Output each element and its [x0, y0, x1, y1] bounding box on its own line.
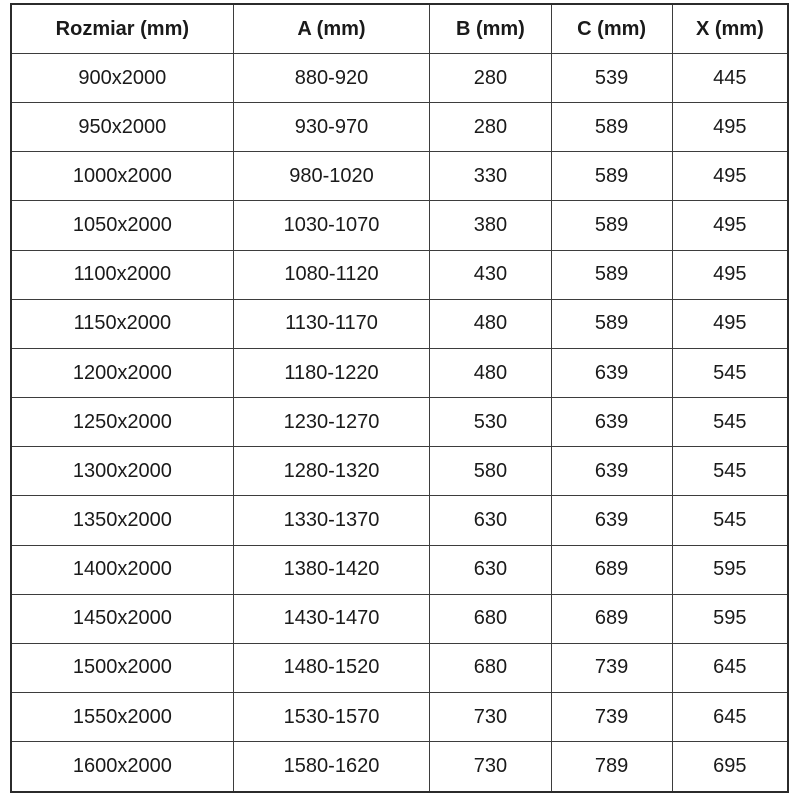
table-cell: 639: [551, 447, 672, 496]
size-table-container: [10, 3, 789, 793]
table-cell: 695: [672, 742, 788, 792]
table-cell: 1280-1320: [233, 447, 430, 496]
table-cell: 280: [430, 103, 551, 152]
table-cell: 1250x2000: [11, 398, 233, 447]
table-cell: 539: [551, 54, 672, 103]
column-header-a: A (mm): [233, 4, 430, 54]
table-cell: 645: [672, 643, 788, 692]
table-cell: 739: [551, 643, 672, 692]
table-row: [11, 54, 788, 103]
table-cell: 1500x2000: [11, 643, 233, 692]
table-cell: 1580-1620: [233, 742, 430, 792]
table-cell: 545: [672, 398, 788, 447]
table-row: [11, 398, 788, 447]
table-row: [11, 643, 788, 692]
table-cell: 880-920: [233, 54, 430, 103]
table-cell: 639: [551, 496, 672, 545]
table-cell: 1100x2000: [11, 250, 233, 299]
table-row: [11, 103, 788, 152]
table-cell: 589: [551, 250, 672, 299]
table-cell: 639: [551, 348, 672, 397]
table-cell: 495: [672, 201, 788, 250]
column-header-c: C (mm): [551, 4, 672, 54]
table-row: [11, 693, 788, 742]
table-cell: 589: [551, 299, 672, 348]
table-cell: 495: [672, 250, 788, 299]
table-cell: 280: [430, 54, 551, 103]
table-cell: 480: [430, 299, 551, 348]
table-cell: 1530-1570: [233, 693, 430, 742]
table-cell: 480: [430, 348, 551, 397]
table-cell: 495: [672, 299, 788, 348]
table-cell: 680: [430, 643, 551, 692]
table-cell: 495: [672, 103, 788, 152]
table-cell: 530: [430, 398, 551, 447]
table-cell: 630: [430, 496, 551, 545]
table-cell: 1030-1070: [233, 201, 430, 250]
table-cell: 495: [672, 152, 788, 201]
table-cell: 330: [430, 152, 551, 201]
table-cell: 580: [430, 447, 551, 496]
table-cell: 739: [551, 693, 672, 742]
table-cell: 1480-1520: [233, 643, 430, 692]
table-cell: 595: [672, 545, 788, 594]
table-cell: 1000x2000: [11, 152, 233, 201]
column-header-x: X (mm): [672, 4, 788, 54]
table-cell: 689: [551, 545, 672, 594]
table-cell: 900x2000: [11, 54, 233, 103]
table-cell: 645: [672, 693, 788, 742]
table-cell: 545: [672, 447, 788, 496]
table-cell: 1350x2000: [11, 496, 233, 545]
table-row: [11, 152, 788, 201]
table-cell: 589: [551, 103, 672, 152]
table-row: [11, 742, 788, 792]
table-cell: 1050x2000: [11, 201, 233, 250]
table-cell: 595: [672, 594, 788, 643]
table-row: [11, 348, 788, 397]
table-cell: 680: [430, 594, 551, 643]
table-cell: 930-970: [233, 103, 430, 152]
table-row: [11, 545, 788, 594]
table-cell: 789: [551, 742, 672, 792]
header-row: [11, 4, 788, 54]
column-header-b: B (mm): [430, 4, 551, 54]
table-cell: 1230-1270: [233, 398, 430, 447]
table-cell: 730: [430, 742, 551, 792]
table-body: [11, 54, 788, 793]
table-cell: 730: [430, 693, 551, 742]
table-cell: 1450x2000: [11, 594, 233, 643]
table-cell: 980-1020: [233, 152, 430, 201]
table-cell: 1300x2000: [11, 447, 233, 496]
table-cell: 1380-1420: [233, 545, 430, 594]
table-cell: 1600x2000: [11, 742, 233, 792]
table-cell: 1400x2000: [11, 545, 233, 594]
table-cell: 589: [551, 152, 672, 201]
table-cell: 545: [672, 496, 788, 545]
table-row: [11, 594, 788, 643]
table-row: [11, 496, 788, 545]
table-cell: 589: [551, 201, 672, 250]
table-cell: 1150x2000: [11, 299, 233, 348]
table-cell: 689: [551, 594, 672, 643]
size-table: [10, 3, 789, 793]
table-cell: 1330-1370: [233, 496, 430, 545]
table-cell: 950x2000: [11, 103, 233, 152]
table-cell: 445: [672, 54, 788, 103]
table-cell: 630: [430, 545, 551, 594]
table-cell: 1200x2000: [11, 348, 233, 397]
table-cell: 1550x2000: [11, 693, 233, 742]
table-cell: 380: [430, 201, 551, 250]
table-row: [11, 201, 788, 250]
table-cell: 1430-1470: [233, 594, 430, 643]
table-cell: 1080-1120: [233, 250, 430, 299]
table-row: [11, 447, 788, 496]
table-cell: 430: [430, 250, 551, 299]
table-cell: 1130-1170: [233, 299, 430, 348]
table-row: [11, 299, 788, 348]
table-cell: 1180-1220: [233, 348, 430, 397]
table-cell: 545: [672, 348, 788, 397]
table-row: [11, 250, 788, 299]
table-cell: 639: [551, 398, 672, 447]
column-header-rozmiar: Rozmiar (mm): [11, 4, 233, 54]
